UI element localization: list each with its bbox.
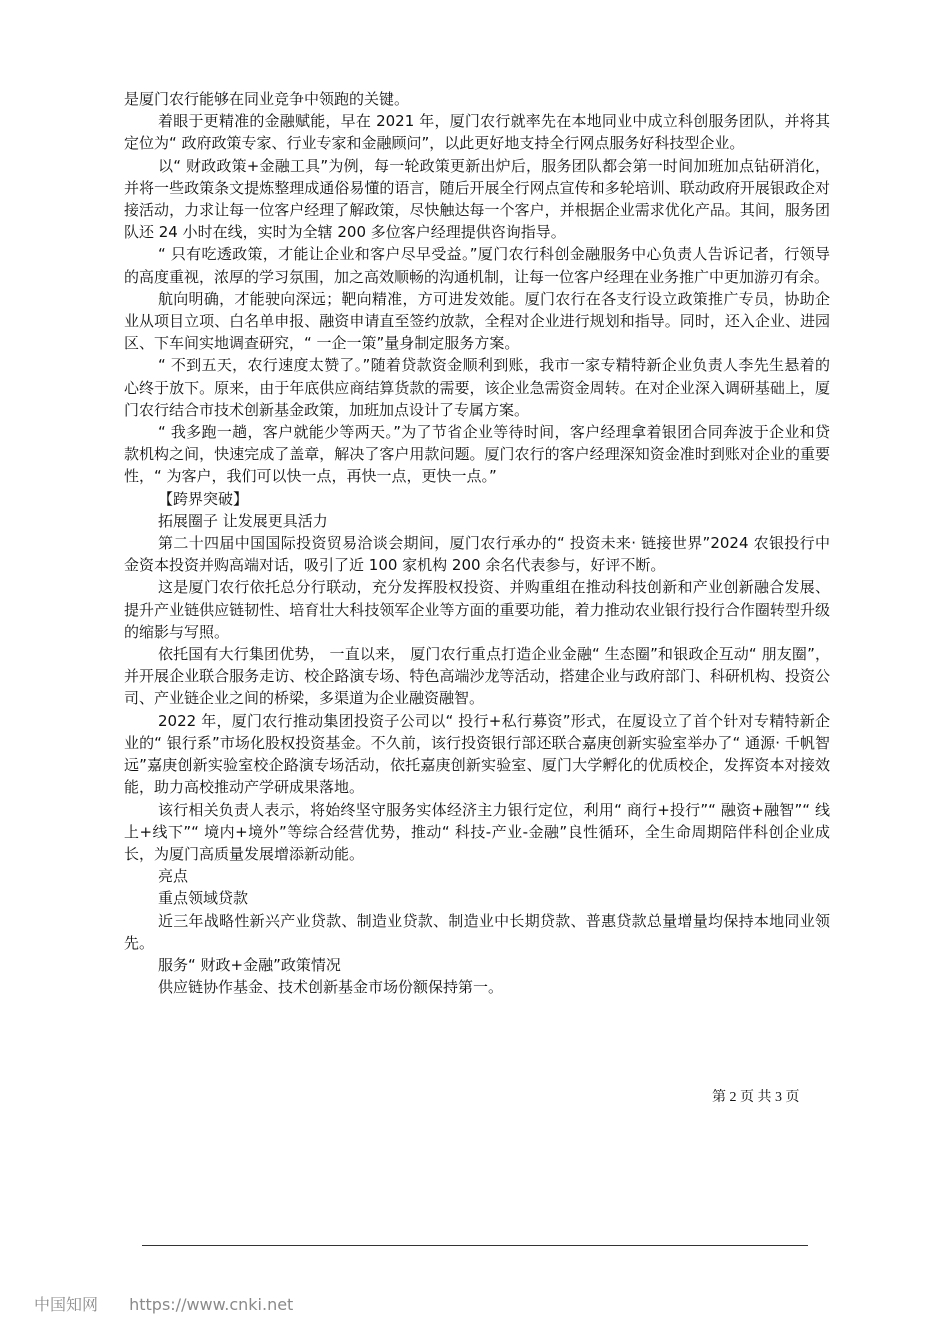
highlight-subheading: 重点领域贷款	[158, 889, 249, 908]
paragraph: 着眼于更精准的金融赋能，早在 2021 年，厦门农行就率先在本地同业中成立科创服务团队，并将其定位为“ 政府政策专家、行业专家和金融顾问”，以此更好地支持全行网点服务好科技型企业。	[124, 112, 830, 153]
paragraph: “ 只有吃透政策，才能让企业和客户尽早受益。”厦门农行科创金融服务中心负责人告诉记者，行领导的高度重视，浓厚的学习氛围，加之高效顺畅的沟通机制，让每一位客户经理在业务推广中更加游刃有余。	[124, 245, 830, 286]
highlight-subheading: 服务“ 财政+金融”政策情况	[158, 955, 341, 974]
footer-divider	[142, 1245, 808, 1246]
paragraph: 航向明确，才能驶向深远；靶向精准，方可进发效能。厦门农行在各支行设立政策推广专员，协助企业从项目立项、白名单申报、融资申请直至签约放款，全程对企业进行规划和指导。同时，还入企业、进园区、下车间实地调查研究，“ 一企一策”量身制定服务方案。	[124, 289, 830, 353]
paragraph: 依托国有大行集团优势， 一直以来， 厦门农行重点打造企业金融“ 生态圈”和银政企互动“ 朋友圈”，并开展企业联合服务走访、校企路演专场、特色高端沙龙等活动，搭建企业与政府部门、科研机构、投资公司、产业链企业之间的桥梁，多渠道为企业融资融智。	[124, 645, 830, 708]
paragraph: 该行相关负责人表示，将始终坚守服务实体经济主力银行定位，利用“ 商行+投行”“ 融资+融智”“ 线上+线下”“ 境内+境外”等综合经营优势，推动“ 科技-产业-金融”良性循环，全生命周期陪伴科创企业成长，为厦门高质量发展增添新动能。	[124, 800, 830, 863]
paragraph: 供应链协作基金、技术创新基金市场份额保持第一。	[158, 978, 504, 997]
highlight-heading: 亮点	[158, 867, 189, 886]
paragraph: 2022 年，厦门农行推动集团投资子公司以“ 投行+私行募资”形式，在厦设立了首个针对专精特新企业的“ 银行系”市场化股权投资基金。不久前，该行投资银行部还联合嘉庚创新实验室举办了“ 通源· 千帆智远”嘉庚创新实验室校企路演专场活动，依托嘉庚创新实验室、厦门大学孵化的优质校企，发挥资本对接效能，助力高校推动产学研成果落地。	[124, 711, 830, 797]
section-heading: 【跨界突破】	[158, 489, 249, 508]
paragraph: “ 不到五天，农行速度太赞了。”随着贷款资金顺利到账，我市一家专精特新企业负责人李先生悬着的心终于放下。原来，由于年底供应商结算货款的需要，该企业急需资金周转。在对企业深入调研基础上，厦门农行结合市技术创新基金政策，加班加点设计了专属方案。	[124, 356, 830, 419]
paragraph: 第二十四届中国国际投资贸易洽谈会期间，厦门农行承办的“ 投资未来· 链接世界”2024 农银投行中金资本投资并购高端对话，吸引了近 100 家机构 200 余名代表参与，好评不断。	[124, 534, 830, 575]
paragraph: 是厦门农行能够在同业竞争中领跑的关键。	[124, 90, 410, 108]
page-number: 第 2 页 共 3 页	[712, 1090, 800, 1105]
cnki-watermark	[34, 1295, 293, 1315]
watermark-url: https://www.cnki.net	[129, 1295, 294, 1314]
paragraph: 以“ 财政政策+金融工具”为例，每一轮政策更新出炉后，服务团队都会第一时间加班加点钻研消化，并将一些政策条文提炼整理成通俗易懂的语言，随后开展全行网点宣传和多轮培训、联动政府开展银政企对接活动，力求让每一位客户经理了解政策，尽快触达每一个客户，并根据企业需求优化产品。其间，服务团队还 24 小时在线，实时为全辖 200 多位客户经理提供咨询指导。	[124, 156, 830, 242]
watermark-brand: 中国知网	[34, 1295, 99, 1314]
paragraph: 这是厦门农行依托总分行联动，充分发挥股权投资、并购重组在推动科技创新和产业创新融合发展、提升产业链供应链韧性、培育壮大科技领军企业等方面的重要功能，着力推动农业银行投行合作圈转型升级的缩影与写照。	[124, 578, 830, 641]
paragraph: “ 我多跑一趟，客户就能少等两天。”为了节省企业等待时间，客户经理拿着银团合同奔波于企业和贷款机构之间，快速完成了盖章，解决了客户用款问题。厦门农行的客户经理深知资金准时到账对企业的重要性，“ 为客户，我们可以快一点，再快一点，更快一点。”	[124, 423, 830, 486]
article-body	[124, 88, 830, 998]
sub-heading: 拓展圈子 让发展更具活力	[158, 511, 328, 530]
paragraph: 近三年战略性新兴产业贷款、制造业贷款、制造业中长期贷款、普惠贷款总量增量均保持本地同业领先。	[124, 911, 830, 952]
